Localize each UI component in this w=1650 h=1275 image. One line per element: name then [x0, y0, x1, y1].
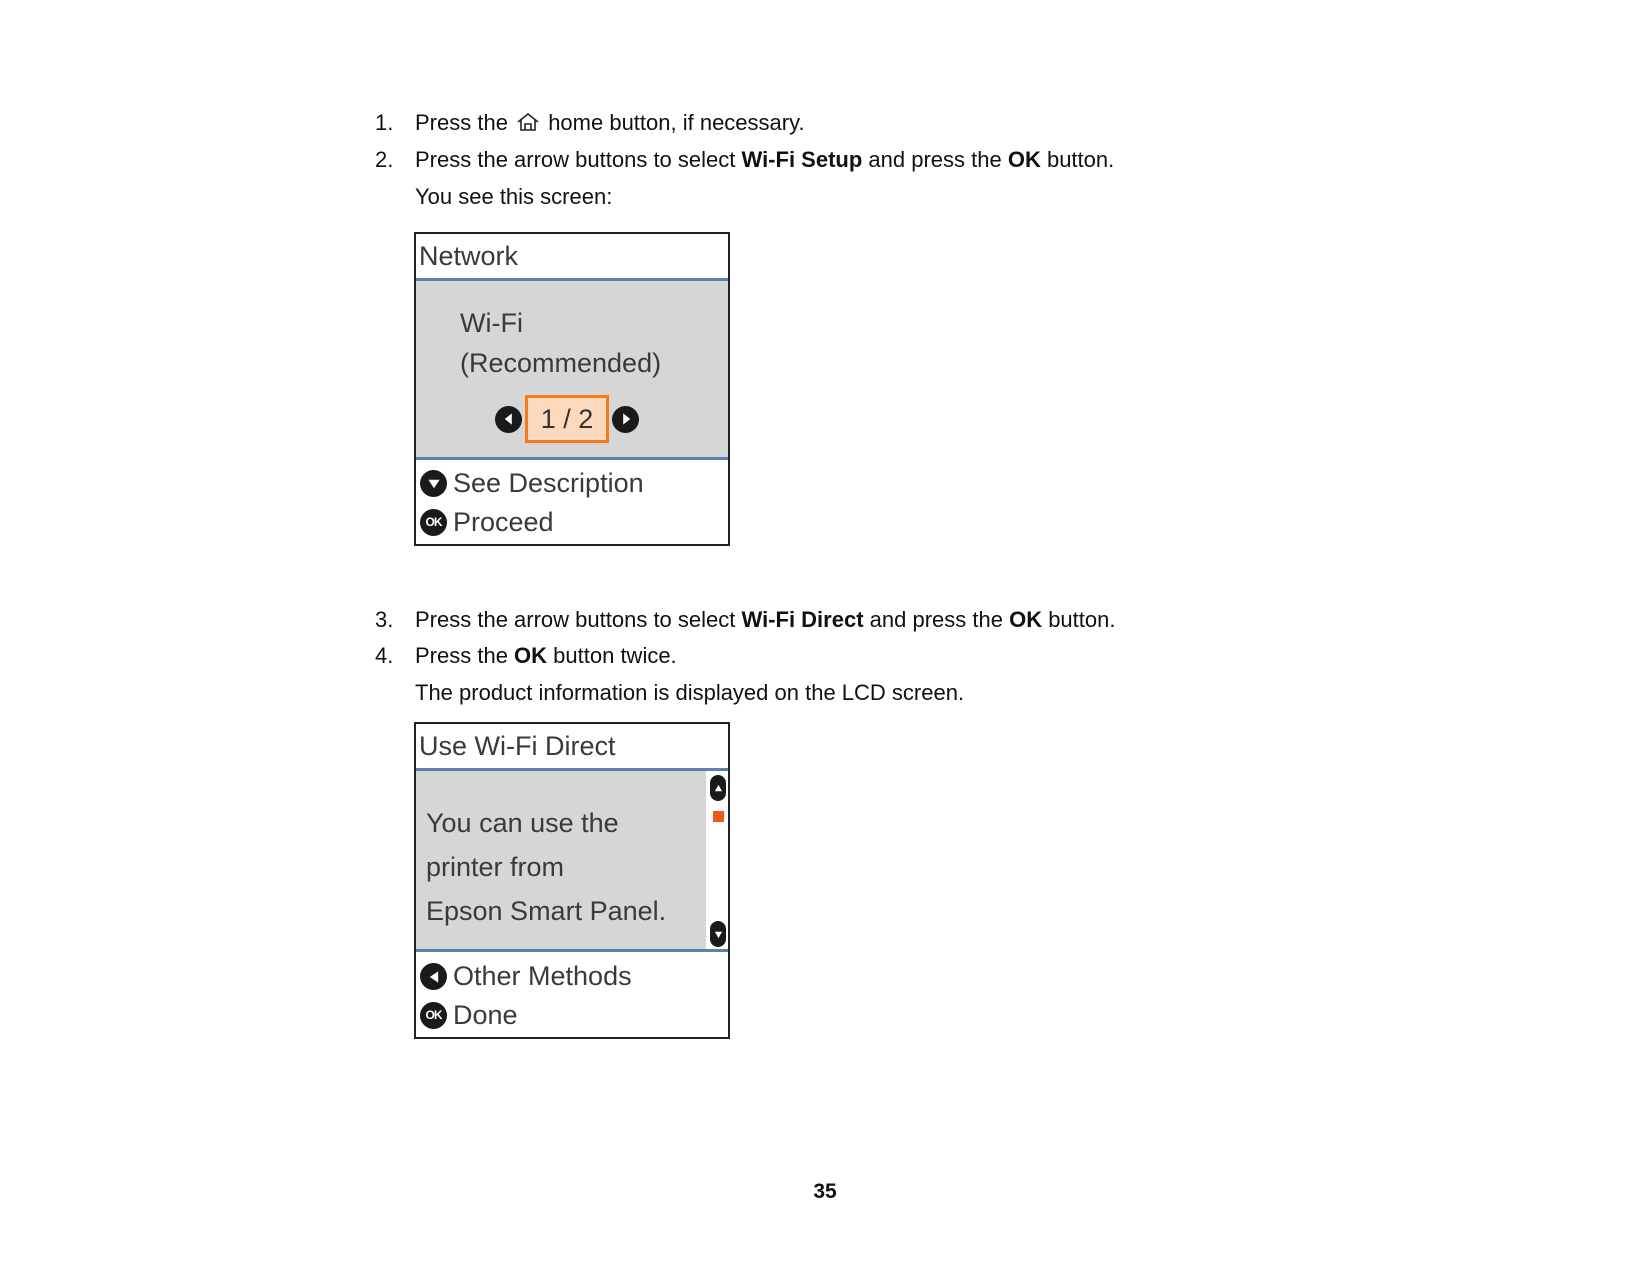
step-2-note: You see this screen: — [415, 184, 613, 209]
button-name: OK — [514, 643, 548, 668]
action-see-description[interactable] — [420, 464, 728, 503]
action-done[interactable] — [420, 996, 728, 1035]
left-arrow-icon — [420, 963, 447, 990]
lcd-body — [416, 281, 728, 460]
step-text: Press the arrow buttons to select — [415, 147, 742, 172]
lcd-screen-wifi-direct — [414, 722, 730, 1039]
menu-option-name: Wi-Fi Setup — [741, 147, 863, 172]
step-number: 3. — [375, 607, 394, 632]
step-number: 4. — [375, 643, 394, 668]
step-text: home button, if necessary. — [548, 110, 805, 135]
lcd-title: Use Wi-Fi Direct — [416, 724, 728, 771]
step-text: button. — [1042, 607, 1116, 632]
scrollbar[interactable] — [706, 771, 728, 949]
lcd-body — [416, 771, 728, 952]
lcd-title: Network — [416, 234, 728, 281]
body-line: Epson Smart Panel. — [426, 896, 667, 926]
step-text: Press the arrow buttons to select — [415, 607, 742, 632]
lcd-footer — [416, 952, 728, 1037]
pager — [495, 395, 639, 443]
action-label: See Description — [453, 468, 644, 498]
step-text: and press the — [862, 147, 1008, 172]
down-arrow-icon — [420, 470, 447, 497]
body-line: printer from — [426, 852, 565, 882]
ok-button-icon: OK — [420, 1002, 447, 1029]
scroll-down-icon[interactable] — [710, 921, 726, 947]
step-text: button twice. — [547, 643, 677, 668]
button-name: OK — [1007, 147, 1041, 172]
action-label: Proceed — [453, 507, 554, 537]
option-line-2: (Recommended) — [460, 348, 662, 378]
left-arrow-icon[interactable] — [495, 406, 522, 433]
ok-button-icon: OK — [420, 509, 447, 536]
button-name: OK — [1009, 607, 1043, 632]
lcd-screen-network — [414, 232, 730, 546]
home-icon — [516, 112, 540, 132]
step-text: Press the — [415, 643, 515, 668]
step-4-note: The product information is displayed on the LCD screen. — [415, 680, 965, 705]
step-text: and press the — [863, 607, 1010, 632]
step-text: button. — [1040, 147, 1115, 172]
page-number: 35 — [813, 1180, 837, 1203]
step-text: Press the — [415, 110, 508, 135]
option-line-1: Wi-Fi — [460, 308, 523, 338]
step-number: 2. — [375, 147, 394, 172]
scroll-thumb[interactable] — [713, 811, 724, 822]
step-number: 1. — [375, 110, 394, 135]
lcd-footer — [416, 460, 728, 544]
menu-option-name: Wi-Fi Direct — [741, 607, 864, 632]
action-proceed[interactable] — [420, 503, 728, 542]
body-line: You can use the — [426, 808, 619, 838]
action-other-methods[interactable] — [420, 957, 728, 996]
page-indicator: 1 / 2 — [525, 395, 609, 443]
scroll-up-icon[interactable] — [710, 775, 726, 801]
right-arrow-icon[interactable] — [612, 406, 639, 433]
action-label: Done — [453, 1000, 518, 1030]
action-label: Other Methods — [453, 961, 632, 991]
